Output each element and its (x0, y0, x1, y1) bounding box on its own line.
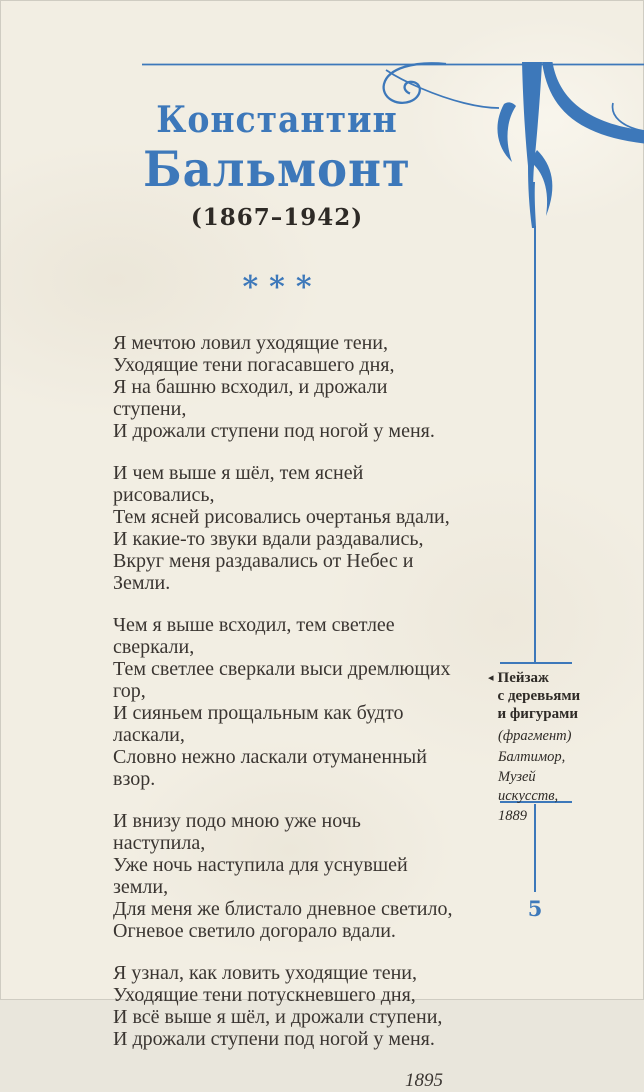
artwork-title-line: и фигурами (497, 706, 578, 722)
poem-line: Вкруг меня раздавались от Небес и Земли. (113, 550, 414, 594)
artwork-title-line: Пейзаж (497, 670, 549, 686)
poem-line: Уходящие тени потускневшего дня, (113, 984, 416, 1006)
artwork-credit-line: 1889 (498, 807, 527, 824)
artwork-credit-line: Музей искусств, (498, 768, 559, 804)
author-title-block (77, 99, 477, 198)
poem-line: И дрожали ступени под ногой у меня. (113, 1028, 435, 1050)
margin-rule-upper (534, 226, 536, 664)
author-years: (1867–1942) (190, 204, 364, 231)
author-first-name: Константин (156, 99, 398, 141)
poem-line: Для меня же блистало дневное светило, (113, 898, 453, 920)
page-number: 5 (527, 896, 543, 921)
poem-year: 1895 (405, 1070, 443, 1091)
poem-line: Тем ясней рисовались очертанья вдали, (113, 506, 450, 528)
artwork-title-line: с деревьями (497, 688, 581, 704)
annotation-tick-top (500, 662, 572, 664)
poem-line: Уже ночь наступила для уснувшей земли, (113, 854, 408, 898)
poem-text (113, 332, 455, 1092)
poem-stanza (113, 614, 455, 790)
poem-line: И сияньем прощальным как будто ласкали, (113, 702, 404, 746)
poem-line: И дрожали ступени под ногой у меня. (113, 420, 435, 442)
poem-line: Уходящие тени погасавшего дня, (113, 354, 395, 376)
poem-line: Чем я выше всходил, тем светлее сверкали, (113, 614, 395, 658)
artwork-credit-line: Балтимор, (498, 749, 566, 765)
author-last-name: Бальмонт (143, 140, 411, 198)
poem-line: Я на башню всходил, и дрожали ступени, (113, 376, 388, 420)
artwork-subtitle: (фрагмент) (498, 728, 572, 744)
poem-stanza (113, 962, 455, 1050)
poem-line: Тем светлее сверкали выси дремлющих гор, (113, 658, 451, 702)
poem-stanza (113, 810, 455, 942)
poem-line: И всё выше я шёл, и дрожали ступени, (113, 1006, 443, 1028)
section-separator: *** (242, 270, 323, 305)
poem-line: Я узнал, как ловить уходящие тени, (113, 962, 418, 984)
artwork-annotation (488, 669, 598, 826)
poem-line: И чем выше я шёл, тем ясней рисовались, (113, 462, 364, 506)
poem-stanza (113, 332, 455, 442)
poem-line: Огневое светило догорало вдали. (113, 920, 396, 942)
poem-line: И внизу подо мною уже ночь наступила, (113, 810, 361, 854)
left-triangle-marker-icon: ◂ (488, 671, 494, 684)
poem-line: Я мечтою ловил уходящие тени, (113, 332, 388, 354)
poem-line: Словно нежно ласкали отуманенный взор. (113, 746, 427, 790)
poem-stanza (113, 462, 455, 594)
poem-line: И какие-то звуки вдали раздавались, (113, 528, 424, 550)
